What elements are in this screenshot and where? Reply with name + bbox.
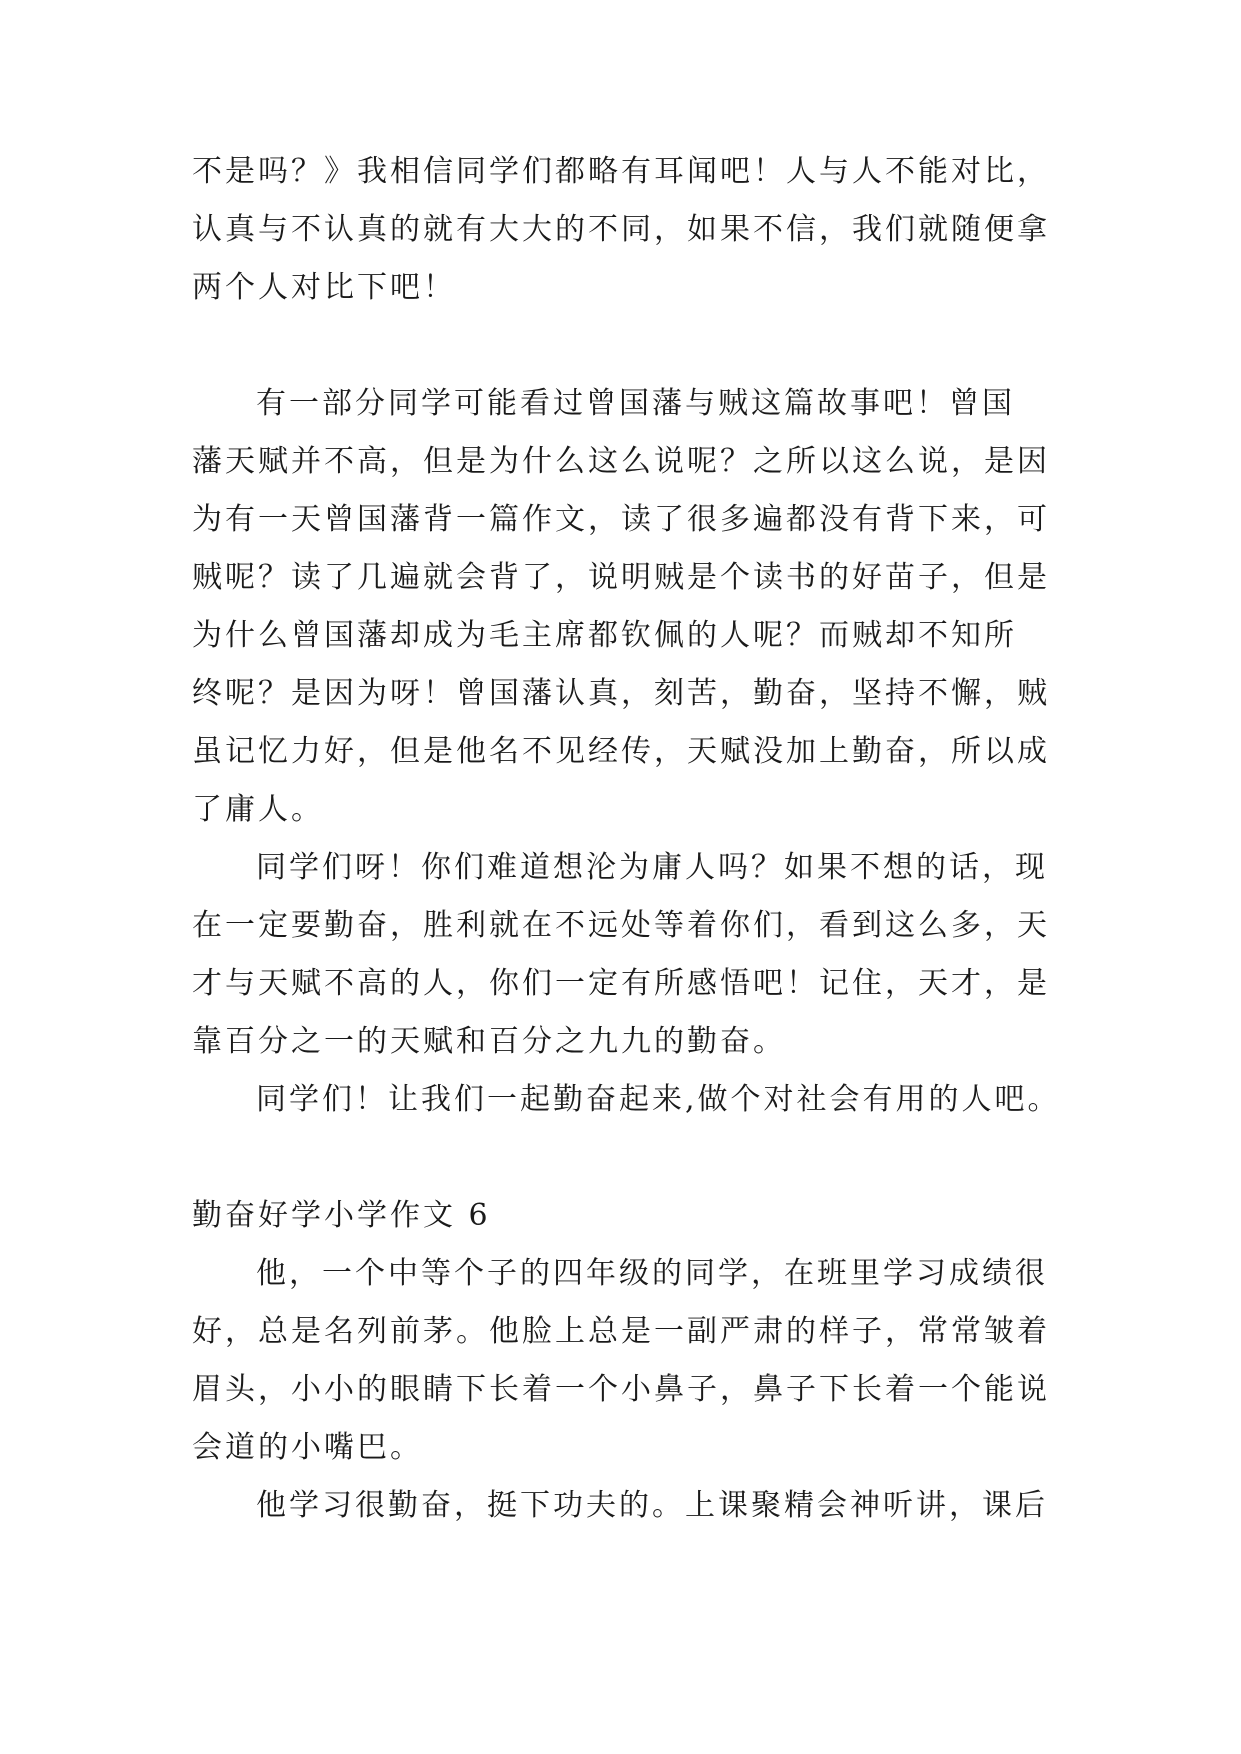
text-line: 同学们呀！你们难道想沦为庸人吗？如果不想的话，现 xyxy=(256,850,1048,885)
text-line: 会道的小嘴巴。 xyxy=(192,1430,423,1465)
text-line: 认真与不认真的就有大大的不同，如果不信，我们就随便拿 xyxy=(192,212,1050,247)
text-line: 有一部分同学可能看过曾国藩与贼这篇故事吧！曾国 xyxy=(256,386,1015,421)
text-line: 两个人对比下吧！ xyxy=(192,270,456,305)
text-line: 藩天赋并不高，但是为什么这么说呢？之所以这么说，是因 xyxy=(192,444,1050,479)
text-line: 他，一个中等个子的四年级的同学，在班里学习成绩很 xyxy=(256,1256,1048,1291)
text-line: 才与天赋不高的人，你们一定有所感悟吧！记住，天才，是 xyxy=(192,966,1050,1001)
text-line: 为有一天曾国藩背一篇作文，读了很多遍都没有背下来，可 xyxy=(192,502,1050,537)
section-heading: 勤奋好学小学作文 6 xyxy=(192,1198,491,1233)
text-line: 为什么曾国藩却成为毛主席都钦佩的人呢？而贼却不知所 xyxy=(192,618,1017,653)
text-line: 同学们！让我们一起勤奋起来,做个对社会有用的人吧。 xyxy=(256,1082,1061,1117)
text-line: 好，总是名列前茅。他脸上总是一副严肃的样子，常常皱着 xyxy=(192,1314,1050,1349)
text-line: 不是吗？》我相信同学们都略有耳闻吧！人与人不能对比， xyxy=(192,154,1050,189)
text-line: 眉头，小小的眼睛下长着一个小鼻子，鼻子下长着一个能说 xyxy=(192,1372,1050,1407)
text-line: 靠百分之一的天赋和百分之九九的勤奋。 xyxy=(192,1024,786,1059)
text-line: 贼呢？读了几遍就会背了，说明贼是个读书的好苗子，但是 xyxy=(192,560,1050,595)
text-line: 终呢？是因为呀！曾国藩认真，刻苦，勤奋，坚持不懈，贼 xyxy=(192,676,1050,711)
text-line: 虽记忆力好，但是他名不见经传，天赋没加上勤奋，所以成 xyxy=(192,734,1050,769)
text-line: 他学习很勤奋，挺下功夫的。上课聚精会神听讲，课后 xyxy=(256,1488,1048,1523)
text-line: 了庸人。 xyxy=(192,792,324,827)
text-line: 在一定要勤奋，胜利就在不远处等着你们，看到这么多，天 xyxy=(192,908,1050,943)
